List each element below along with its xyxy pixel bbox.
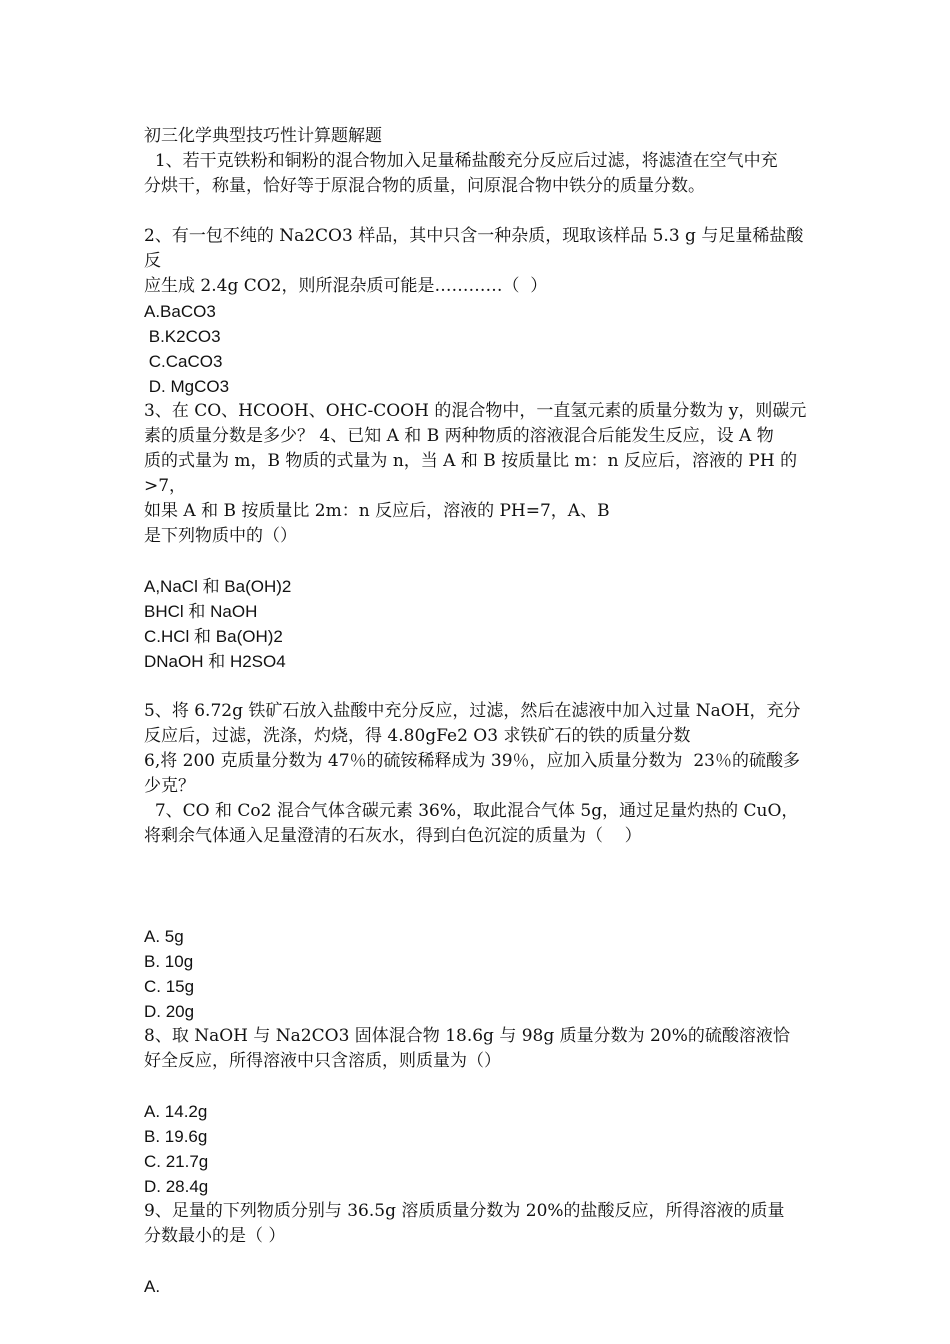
question-1-line: 1、若干克铁粉和铜粉的混合物加入足量稀盐酸充分反应后过滤，将滤渣在空气中充 xyxy=(144,151,778,171)
question-3-4-line: 3、在 CO、HCOOH、OHC-COOH 的混合物中，一直氢元素的质量分数为 y，则碳元 xyxy=(144,401,807,421)
question-9-line: 分数最小的是（ ） xyxy=(144,1226,286,1246)
question-3-4-line: 素的质量分数是多少？ 4、已知 A 和 B 两种物质的溶液混合后能发生反应，设 A 物 xyxy=(144,426,774,446)
question-9-option: A. xyxy=(144,1277,161,1296)
question-5-line: 5、将 6.72g 铁矿石放入盐酸中充分反应，过滤，然后在滤液中加入过量 NaOH，充分 xyxy=(144,701,801,721)
question-7-option: B. 10g xyxy=(144,952,194,971)
question-8-line: 好全反应，所得溶液中只含溶质，则质量为（） xyxy=(144,1051,501,1071)
question-2-option: A.BaCO3 xyxy=(144,302,216,321)
question-7-line: 将剩余气体通入足量澄清的石灰水，得到白色沉淀的质量为（ ） xyxy=(144,826,642,846)
question-8-option: D. 28.4g xyxy=(144,1177,209,1196)
question-2-option: D. MgCO3 xyxy=(144,377,230,396)
question-5-line: 反应后，过滤，洗涤，灼烧，得 4.80gFe2 O3 求铁矿石的铁的质量分数 xyxy=(144,726,691,746)
question-6-line: 6,将 200 克质量分数为 47％的硫铵稀释成为 39％，应加入质量分数为 23％的硫酸多 xyxy=(144,751,800,771)
blank-line xyxy=(144,899,810,924)
question-4-option: DNaOH 和 H2SO4 xyxy=(144,652,286,671)
question-7-line: 7、CO 和 Co2 混合气体含碳元素 36%，取此混合气体 5g，通过足量灼热的 CuO， xyxy=(144,801,799,821)
question-3-4-line: 是下列物质中的（） xyxy=(144,526,297,546)
question-2-line: 应生成 2.4g CO2，则所混杂质可能是…………（ ） xyxy=(144,276,548,296)
blank-line xyxy=(144,874,810,899)
blank-line xyxy=(144,674,810,699)
question-6-line: 少克？ xyxy=(144,776,195,796)
question-4-option: BHCl 和 NaOH xyxy=(144,602,258,621)
question-7-option: D. 20g xyxy=(144,1002,195,1021)
question-8-option: C. 21.7g xyxy=(144,1152,209,1171)
question-2-option: C.CaCO3 xyxy=(144,352,223,371)
blank-line xyxy=(144,199,810,224)
question-8-option: A. 14.2g xyxy=(144,1102,208,1121)
blank-line xyxy=(144,549,810,574)
question-8-line: 8、取 NaOH 与 Na2CO3 固体混合物 18.6g 与 98g 质量分数为 20%的硫酸溶液恰 xyxy=(144,1026,790,1046)
question-3-4-line: 质的式量为 m，B 物质的式量为 n，当 A 和 B 按质量比 m：n 反应后，溶液的 PH 的>7， xyxy=(144,451,798,496)
question-7-option: C. 15g xyxy=(144,977,195,996)
question-8-option: B. 19.6g xyxy=(144,1127,208,1146)
question-4-option: C.HCl 和 Ba(OH)2 xyxy=(144,627,283,646)
blank-line xyxy=(144,1249,810,1274)
question-1-line: 分烘干，称量，恰好等于原混合物的质量，问原混合物中铁分的质量分数。 xyxy=(144,176,705,196)
blank-line xyxy=(144,1074,810,1099)
blank-line xyxy=(144,849,810,874)
document-body xyxy=(144,124,810,1299)
question-4-option: A,NaCl 和 Ba(OH)2 xyxy=(144,577,292,596)
question-2-option: B.K2CO3 xyxy=(144,327,221,346)
question-3-4-line: 如果 A 和 B 按质量比 2m：n 反应后，溶液的 PH=7，A、B xyxy=(144,501,610,521)
document-title: 初三化学典型技巧性计算题解题 xyxy=(144,126,382,146)
question-2-line: 2、有一包不纯的 Na2CO3 样品，其中只含一种杂质，现取该样品 5.3 g 与足量稀盐酸反 xyxy=(144,226,804,271)
question-7-option: A. 5g xyxy=(144,927,184,946)
question-9-line: 9、足量的下列物质分别与 36.5g 溶质质量分数为 20%的盐酸反应，所得溶液的质量 xyxy=(144,1201,785,1221)
